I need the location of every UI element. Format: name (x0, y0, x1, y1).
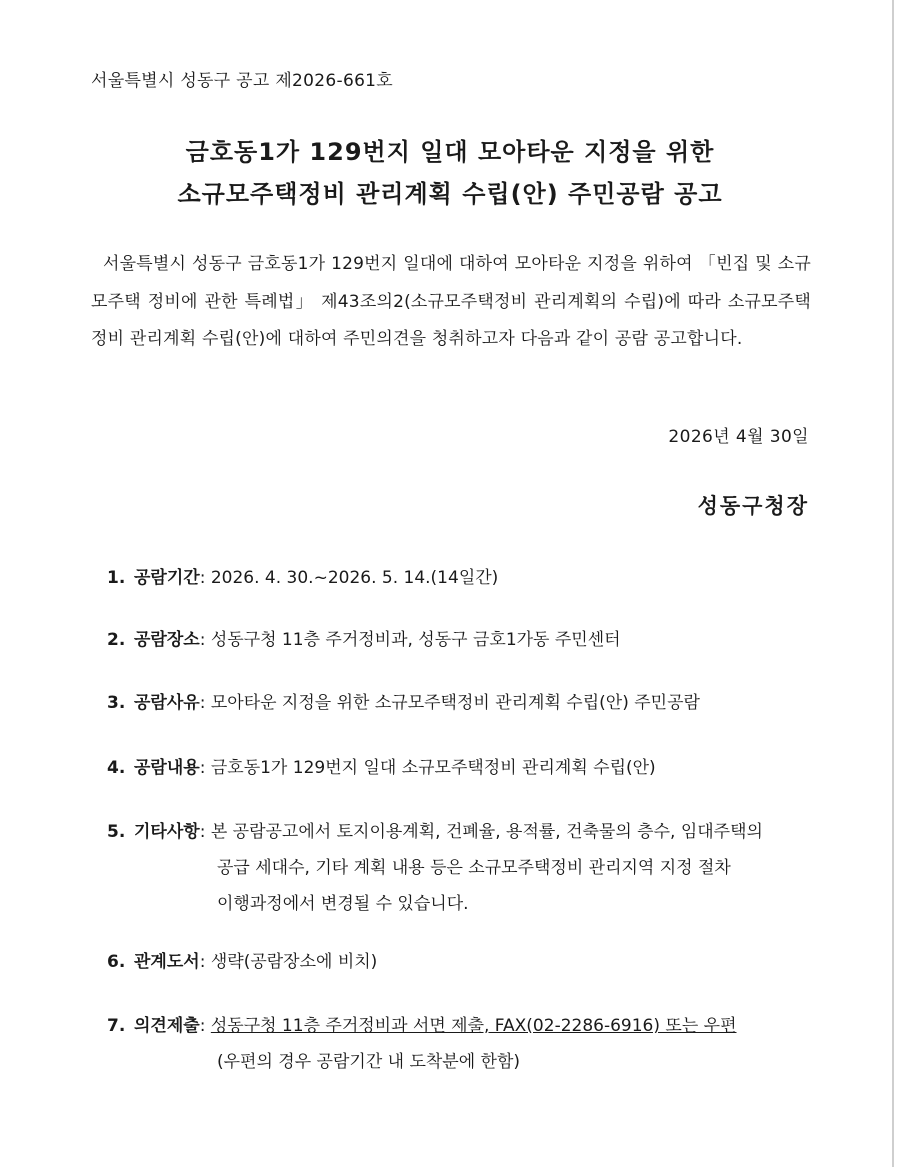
list-item-reason: 3. 공람사유: 모아타운 지정을 위한 소규모주택정비 관리계획 수립(안) 주민공람 (107, 685, 812, 721)
list-item-contents: 4. 공람내용: 금호동1가 129번지 일대 소규모주택정비 관리계획 수립(안) (107, 750, 812, 786)
item-label: 기타사항 (134, 822, 200, 842)
item-number: 1. (107, 568, 126, 588)
list-item-opinion-submission: 7. 의견제출: 성동구청 11층 주거정비과 서면 제출, FAX(02-2286-6916) 또는 우편 (우편의 경우 공람기간 내 도착분에 한함) (107, 1008, 812, 1080)
notice-number: 서울특별시 성동구 공고 제2026-661호 (91, 71, 394, 91)
title-line-2: 소규모주택정비 관리계획 수립(안) 주민공람 공고 (177, 180, 723, 208)
item-content: 성동구청 11층 주거정비과, 성동구 금호1가동 주민센터 (210, 630, 621, 650)
intro-paragraph: 서울특별시 성동구 금호동1가 129번지 일대에 대하여 모아타운 지정을 위하여 「빈집 및 소규모주택 정비에 관한 특례법」 제43조의2(소규모주택정비 관리계획의 수립)에 따라 소규모주택정비 관리계획 수립(안)에 대하여 주민의견을 청취하고자 다음과 같이 공람 공고합니다. (91, 254, 811, 349)
list-item-period: 1. 공람기간: 2026. 4. 30.~2026. 5. 14.(14일간) (107, 560, 812, 596)
issuer-name: 성동구청장 (697, 494, 809, 518)
item-label: 의견제출 (134, 1016, 200, 1036)
item-label: 공람내용 (134, 758, 200, 778)
item-label: 공람장소 (134, 630, 200, 650)
item-number: 6. (107, 952, 126, 972)
item-content: 2026. 4. 30.~2026. 5. 14.(14일간) (210, 568, 499, 588)
item-label: 공람사유 (134, 693, 200, 713)
item-content: 성동구청 11층 주거정비과 서면 제출, FAX(02-2286-6916) 또는 우편 (210, 1016, 737, 1036)
title-line-1: 금호동1가 129번지 일대 모아타운 지정을 위한 (185, 138, 715, 166)
item-label: 관계도서 (134, 952, 200, 972)
item-content-continued: (우편의 경우 공람기간 내 도착분에 한함) (217, 1052, 521, 1072)
item-content: 생략(공람장소에 비치) (210, 952, 378, 972)
item-number: 4. (107, 758, 126, 778)
list-item-other: 5. 기타사항: 본 공람공고에서 토지이용계획, 건폐율, 용적률, 건축물의 층수, 임대주택의 공급 세대수, 기타 계획 내용 등은 소규모주택정비 관리지역 지정 절차 이행과정에서 변경될 수 있습니다. (107, 814, 812, 922)
item-content: 모아타운 지정을 위한 소규모주택정비 관리계획 수립(안) 주민공람 (210, 693, 700, 713)
item-content-continued: 이행과정에서 변경될 수 있습니다. (217, 894, 469, 914)
item-number: 2. (107, 630, 126, 650)
item-content: 본 공람공고에서 토지이용계획, 건폐율, 용적률, 건축물의 층수, 임대주택의 (210, 822, 763, 842)
item-content-continued: 공급 세대수, 기타 계획 내용 등은 소규모주택정비 관리지역 지정 절차 (217, 858, 731, 878)
notice-date: 2026년 4월 30일 (668, 427, 809, 447)
list-item-documents: 6. 관계도서: 생략(공람장소에 비치) (107, 944, 812, 980)
item-label: 공람기간 (134, 568, 200, 588)
item-number: 5. (107, 822, 126, 842)
item-number: 3. (107, 693, 126, 713)
list-item-location: 2. 공람장소: 성동구청 11층 주거정비과, 성동구 금호1가동 주민센터 (107, 622, 812, 658)
item-number: 7. (107, 1016, 126, 1036)
item-content: 금호동1가 129번지 일대 소규모주택정비 관리계획 수립(안) (210, 758, 656, 778)
